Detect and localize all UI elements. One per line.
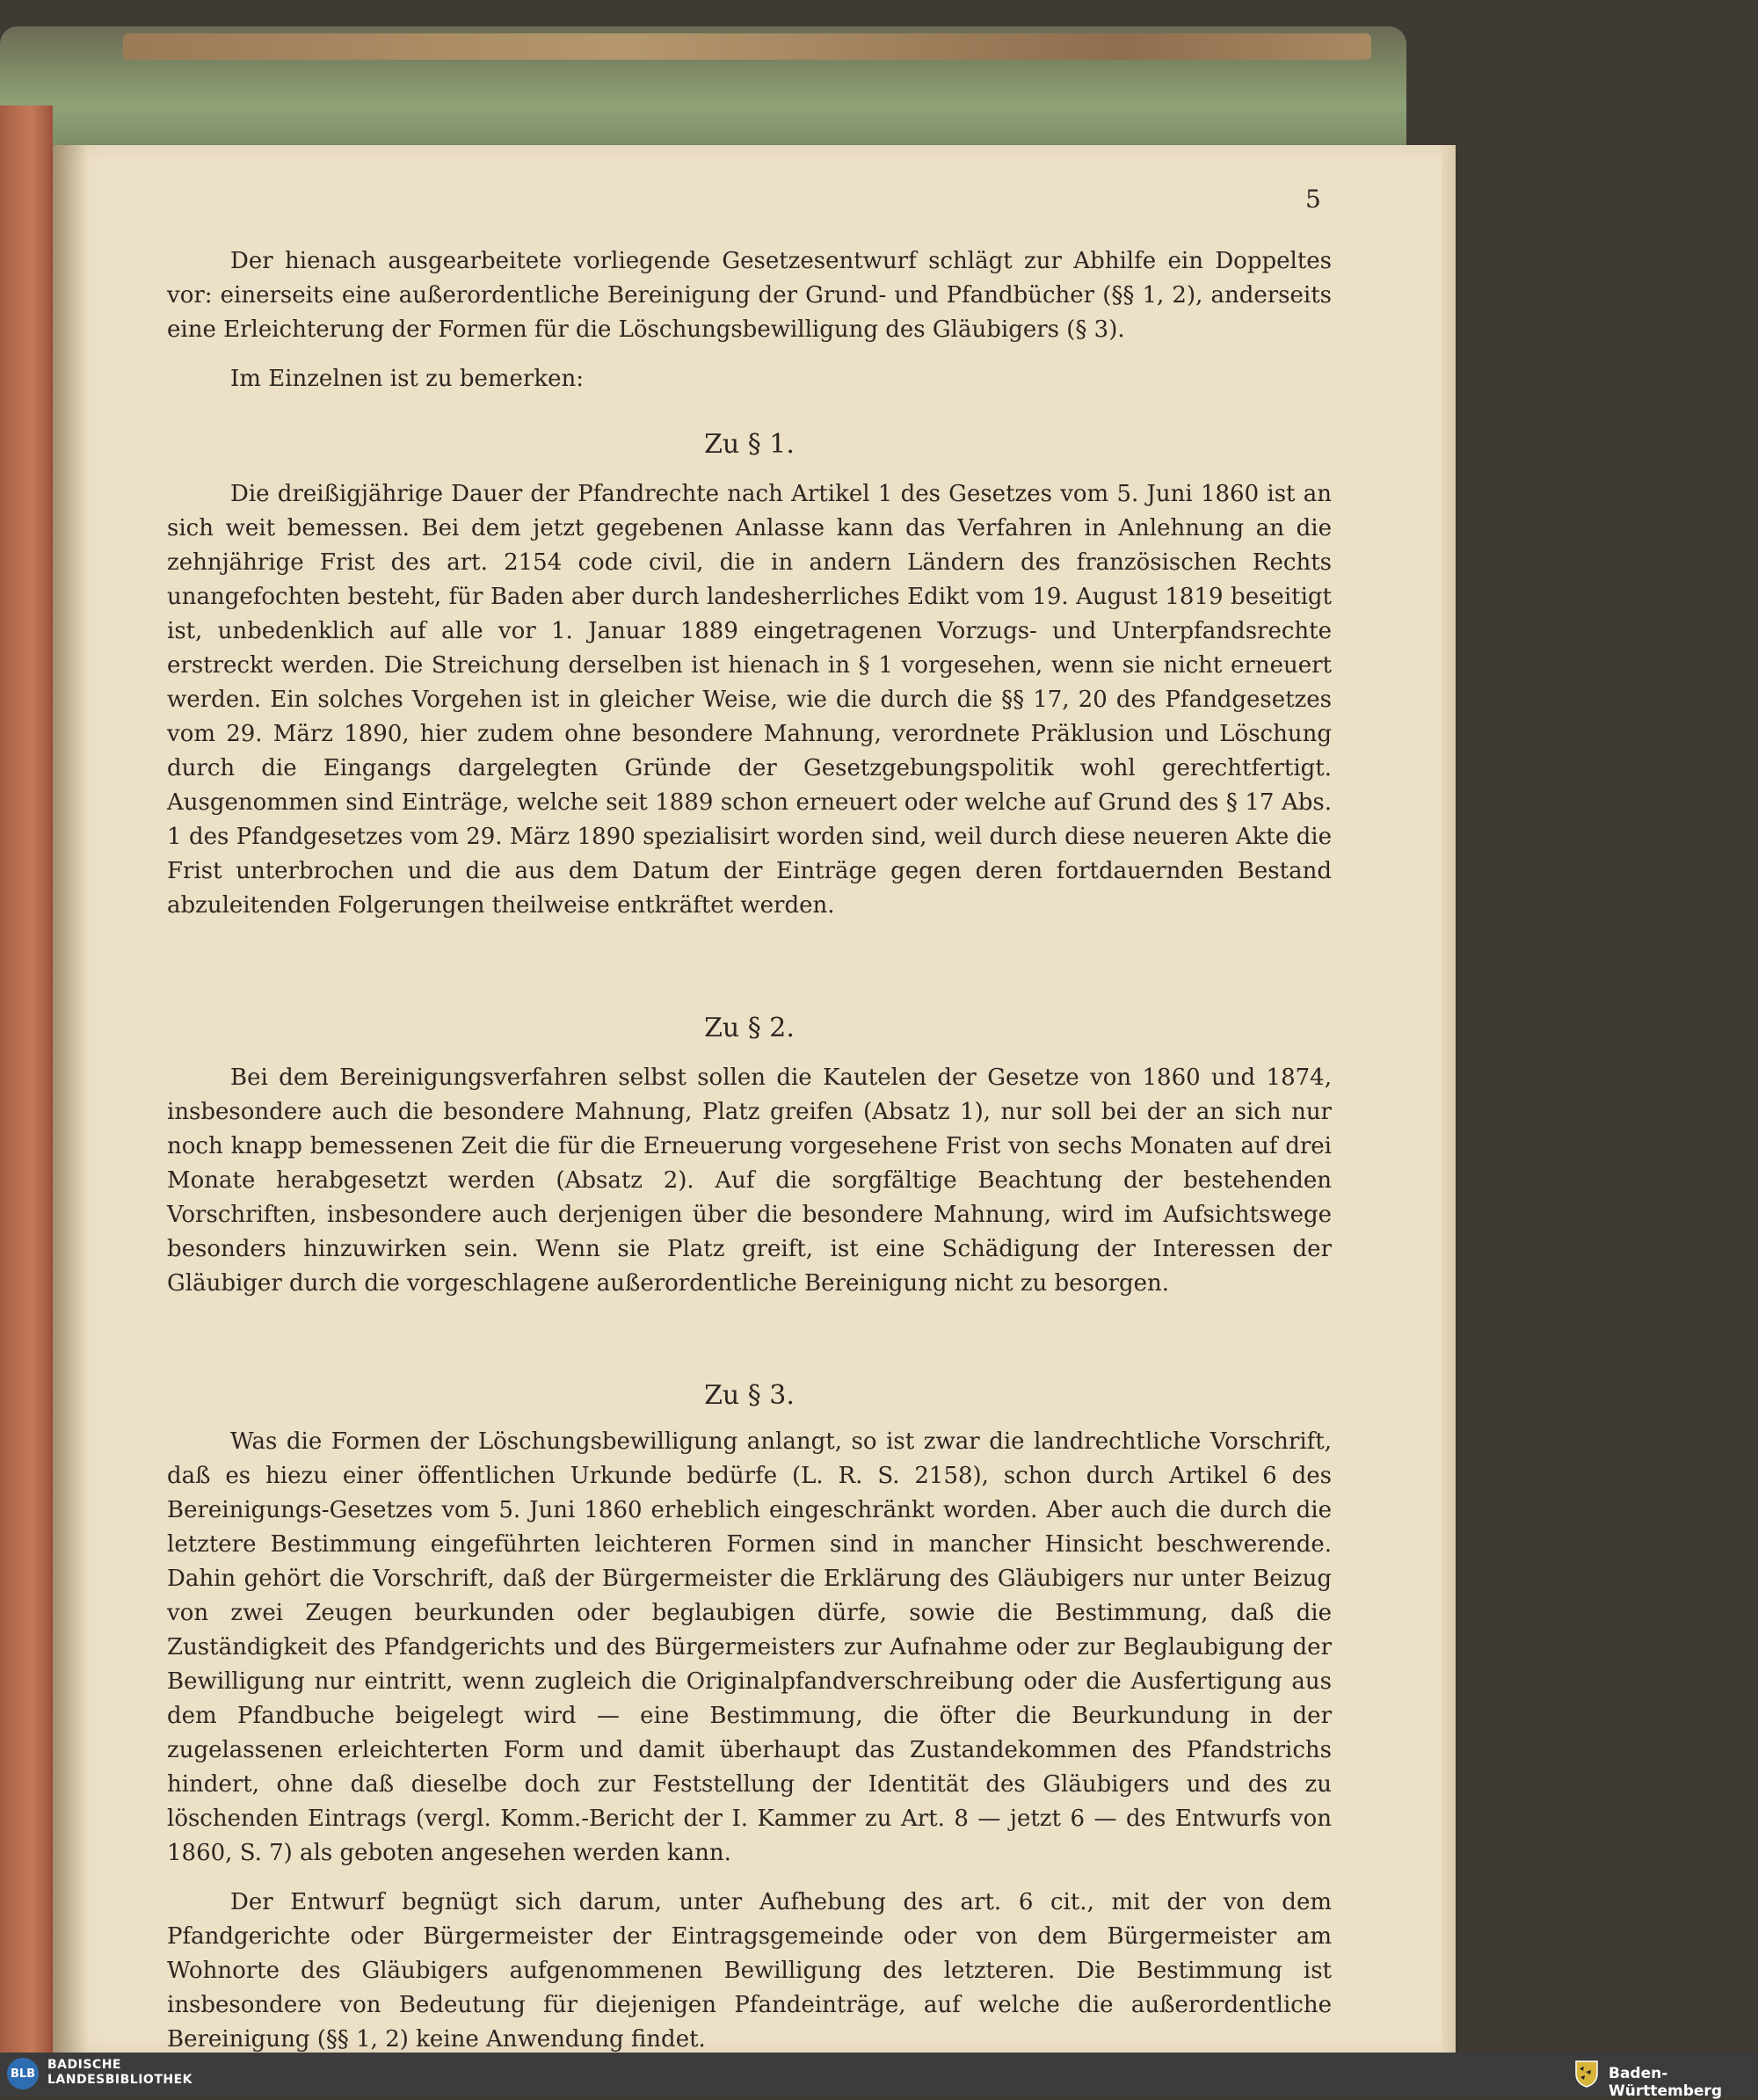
page-number: 5 (1305, 185, 1321, 214)
intro-paragraph-2: Im Einzelnen ist zu bemerken: (230, 366, 584, 392)
page-edge (1442, 145, 1456, 2054)
section-3-paragraph-1: Was die Formen der Löschungsbewilligung anlangt, so ist zwar die landrechtliche Vorschrift, daß es hiezu einer öffentlichen Urkunde bedürfe (L. R. S. 2158), schon durch Artikel 6 des Bereinigungs-Gesetzes vom 5. Juni 1860 erheblich eingeschränkt worden. Aber auch die durch die letztere Bestimmung eingeführten leichteren Formen sind in mancher Hinsicht beschwerende. Dahin gehört die Vorschrift, daß der Bürgermeister die Erklärung des Gläubigers nur unter Beizug von zwei Zeugen beurkunden oder beglaubigen dürfe, sowie die Bestimmung, daß die Zuständigkeit des Pfandgerichts und des Bürgermeisters zur Aufnahme oder zur Beglaubigung der Bewilligung nur eintritt, wenn zugleich die Originalpfandverschreibung oder die Ausfertigung aus dem Pfandbuche beigelegt wird — eine Bestimmung, die öfter die Beurkundung in der zugelassenen erleichterten Form und damit überhaupt das Zustandekommen des Pfandstrichs hindert, ohne daß dieselbe doch zur Feststellung der Identität des Gläubigers und des zu löschenden Eintrags (vergl. Komm.-Bericht der I. Kammer zu Art. 8 — jetzt 6 — des Entwurfs von 1860, S. 7) als geboten angesehen werden kann. (167, 1428, 1332, 1866)
library-name[interactable] (47, 2058, 193, 2088)
blb-logo[interactable]: BLB (7, 2058, 39, 2089)
state-name[interactable]: Baden-Württemberg (1609, 2065, 1722, 2100)
footer-bar (0, 2053, 1758, 2100)
book-top-edge (0, 26, 1406, 158)
coat-of-arms-icon[interactable] (1573, 2060, 1600, 2088)
section-heading-3: Zu § 3. (704, 1380, 795, 1411)
section-3-paragraph-2: Der Entwurf begnügt sich darum, unter Aufhebung des art. 6 cit., mit der von dem Pfandgerichte oder Bürgermeister der Eintragsgemeinde oder von dem Bürgermeister am Wohnorte des Gläubigers aufgenommenen Bewilligung des letzteren. Die Bestimmung ist insbesondere von Bedeutung für diejenigen Pfandeinträge, auf welche die außerordentliche Bereinigung (§§ 1, 2) keine Anwendung findet. (167, 1889, 1332, 2053)
book-cover-left (0, 105, 53, 2053)
section-heading-2: Zu § 2. (704, 1013, 795, 1043)
library-name-line-2: LANDESBIBLIOTHEK (47, 2073, 193, 2087)
section-2-paragraph: Bei dem Bereinigungsverfahren selbst sollen die Kautelen der Gesetze von 1860 und 1874, insbesondere auch die besondere Mahnung, Platz greifen (Absatz 1), nur soll bei der an sich nur noch knapp bemessenen Zeit die für die Erneuerung vorgesehene Frist von sechs Monaten auf drei Monate herabgesetzt werden (Absatz 2). Auf die sorgfältige Beachtung der bestehenden Vorschriften, insbesondere auch derjenigen über die besondere Mahnung, wird im Aufsichtswege besonders hinzuwirken sein. Wenn sie Platz greift, ist eine Schädigung der Interessen der Gläubiger durch die vorgeschlagene außerordentliche Bereinigung nicht zu besorgen. (167, 1065, 1332, 1297)
section-heading-1: Zu § 1. (704, 429, 795, 460)
library-name-line-1: BADISCHE (47, 2058, 121, 2072)
intro-paragraph-1: Der hienach ausgearbeitete vorliegende Gesetzesentwurf schlägt zur Abhilfe ein Doppeltes vor: einerseits eine außerordentliche Bereinigung der Grund- und Pfandbücher (§§ 1, 2), anderseits eine Erleichterung der Formen für die Löschungsbewilligung des Gläubigers (§ 3). (167, 248, 1332, 343)
section-1-paragraph: Die dreißigjährige Dauer der Pfandrechte nach Artikel 1 des Gesetzes vom 5. Juni 1860 ist an sich weit bemessen. Bei dem jetzt gegebenen Anlasse kann das Verfahren in Anlehnung an die zehnjährige Frist des art. 2154 code civil, die in andern Ländern des französischen Rechts unangefochten besteht, für Baden aber durch landesherrliches Edikt vom 19. August 1819 beseitigt ist, unbedenklich auf alle vor 1. Januar 1889 eingetragenen Vorzugs- und Unterpfandsrechte erstreckt werden. Die Streichung derselben ist hienach in § 1 vorgesehen, wenn sie nicht erneuert werden. Ein solches Vorgehen ist in gleicher Weise, wie die durch die §§ 17, 20 des Pfandgesetzes vom 29. März 1890, hier zudem ohne besondere Mahnung, verordnete Präklusion und Löschung durch die Eingangs dargelegten Gründe der Gesetzgebungspolitik wohl gerechtfertigt. Ausgenommen sind Einträge, welche seit 1889 schon erneuert oder welche auf Grund des § 17 Abs. 1 des Pfandgesetzes vom 29. März 1890 spezialisirt worden sind, weil durch diese neueren Akte die Frist unterbrochen und die aus dem Datum der Einträge gegen deren fortdauernden Bestand abzuleitenden Folgerungen theilweise entkräftet werden. (167, 481, 1332, 919)
page-gutter-shadow (53, 145, 88, 2054)
page-text-block (167, 176, 1332, 2072)
